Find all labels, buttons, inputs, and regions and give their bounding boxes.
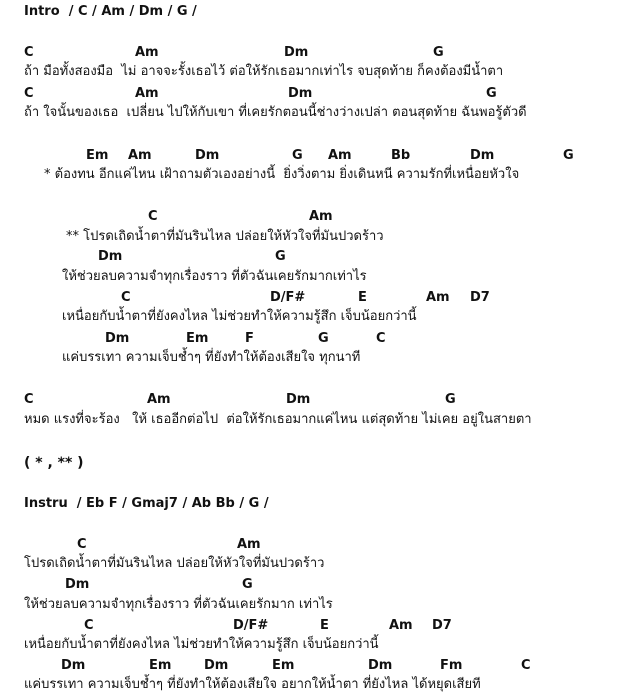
chord: G: [242, 577, 253, 592]
chord: C: [24, 86, 34, 101]
chord: G: [445, 392, 456, 407]
chord: Am: [309, 209, 333, 224]
chord: Em: [149, 658, 172, 673]
chord: Dm: [470, 148, 495, 163]
chord: Dm: [284, 45, 309, 60]
chord: C: [24, 45, 34, 60]
chord: Am: [426, 290, 450, 305]
chord: Dm: [368, 658, 393, 673]
chord: Dm: [286, 392, 311, 407]
chord: C: [521, 658, 531, 673]
chord: Dm: [288, 86, 313, 101]
chord: C: [148, 209, 158, 224]
chord: Dm: [204, 658, 229, 673]
chord: G: [318, 331, 329, 346]
chord: Dm: [105, 331, 130, 346]
chord: D/F#: [233, 618, 269, 633]
chord: Em: [272, 658, 295, 673]
chord: G: [433, 45, 444, 60]
chord: G: [486, 86, 497, 101]
chord: G: [292, 148, 303, 163]
instru-progression: Instru / Eb F / Gmaj7 / Ab Bb / G /: [24, 496, 269, 511]
chord: Fm: [440, 658, 463, 673]
chord: C: [84, 618, 94, 633]
lyric-line: โปรดเถิดน้ำตาที่มันรินไหล ปล่อยให้หัวใจที่มันปวดร้าว: [24, 556, 325, 571]
lyric-line: ให้ช่วยลบความจำทุกเรื่องราว ที่ตัวฉันเคยรักมากเท่าไร: [62, 269, 367, 284]
lyric-line: แค่บรรเทา ความเจ็บช้ำๆ ที่ยังทำให้ต้องเสียใจ ทุกนาที: [62, 350, 361, 365]
chord: Am: [328, 148, 352, 163]
chord: Dm: [65, 577, 90, 592]
chord: Bb: [391, 148, 411, 163]
chord: C: [77, 537, 87, 552]
chord: Dm: [195, 148, 220, 163]
chord: C: [121, 290, 131, 305]
chord: Dm: [61, 658, 86, 673]
lyric-line: เหนื่อยกับน้ำตาที่ยังคงไหล ไม่ช่วยทำให้ความรู้สึก เจ็บน้อยกว่านี้: [62, 309, 417, 324]
chord: C: [24, 392, 34, 407]
intro-progression: Intro / C / Am / Dm / G /: [24, 4, 197, 19]
chord: Am: [135, 86, 159, 101]
chord: Am: [237, 537, 261, 552]
lyric-line: * ต้องทน อีกแค่ไหน เฝ้าถามตัวเองอย่างนี้ ยิ่งวิ่งตาม ยิ่งเดินหนี ความรักที่เหนื่อยหัวใจ: [44, 167, 520, 182]
chord: G: [275, 249, 286, 264]
chord: F: [245, 331, 254, 346]
chord: C: [376, 331, 386, 346]
chord: Am: [135, 45, 159, 60]
chord: Dm: [98, 249, 123, 264]
chord: Em: [186, 331, 209, 346]
lyric-line: เหนื่อยกับน้ำตาที่ยังคงไหล ไม่ช่วยทำให้ความรู้สึก เจ็บน้อยกว่านี้: [24, 637, 379, 652]
chord: D/F#: [270, 290, 306, 305]
lyric-line: ถ้า มือทั้งสองมือ ไม่ อาจจะรั้งเธอไว้ ต่อให้รักเธอมากเท่าไร จบสุดท้าย ก็คงต้องมีน้ำตา: [24, 64, 504, 79]
lyric-line: ถ้า ใจนั้นของเธอ เปลี่ยน ไปให้กับเขา ที่เคยรักตอนนี้ช่างว่างเปล่า ตอนสุดท้าย ฉันพอรู้ตัวดี: [24, 105, 527, 120]
chord: E: [358, 290, 367, 305]
repeat-marker: ( * , ** ): [24, 455, 84, 471]
chord: Am: [389, 618, 413, 633]
chord: Em: [86, 148, 109, 163]
chord: E: [320, 618, 329, 633]
lyric-line: หมด แรงที่จะร้อง ให้ เธออีกต่อไป ต่อให้รักเธอมากแค่ไหน แต่สุดท้าย ไม่เคย อยู่ในสายตา: [24, 412, 532, 427]
chord: Am: [147, 392, 171, 407]
chord: D7: [432, 618, 452, 633]
lyric-line: ให้ช่วยลบความจำทุกเรื่องราว ที่ตัวฉันเคยรักมาก เท่าไร: [24, 597, 333, 612]
chord: D7: [470, 290, 490, 305]
lyric-line: แค่บรรเทา ความเจ็บช้ำๆ ที่ยังทำให้ต้องเสียใจ อยากให้น้ำตา ที่ยังไหล ได้หยุดเสียที: [24, 677, 481, 692]
lyric-line: ** โปรดเถิดน้ำตาที่มันรินไหล ปล่อยให้หัวใจที่มันปวดร้าว: [66, 229, 384, 244]
chord: Am: [128, 148, 152, 163]
chord: G: [563, 148, 574, 163]
